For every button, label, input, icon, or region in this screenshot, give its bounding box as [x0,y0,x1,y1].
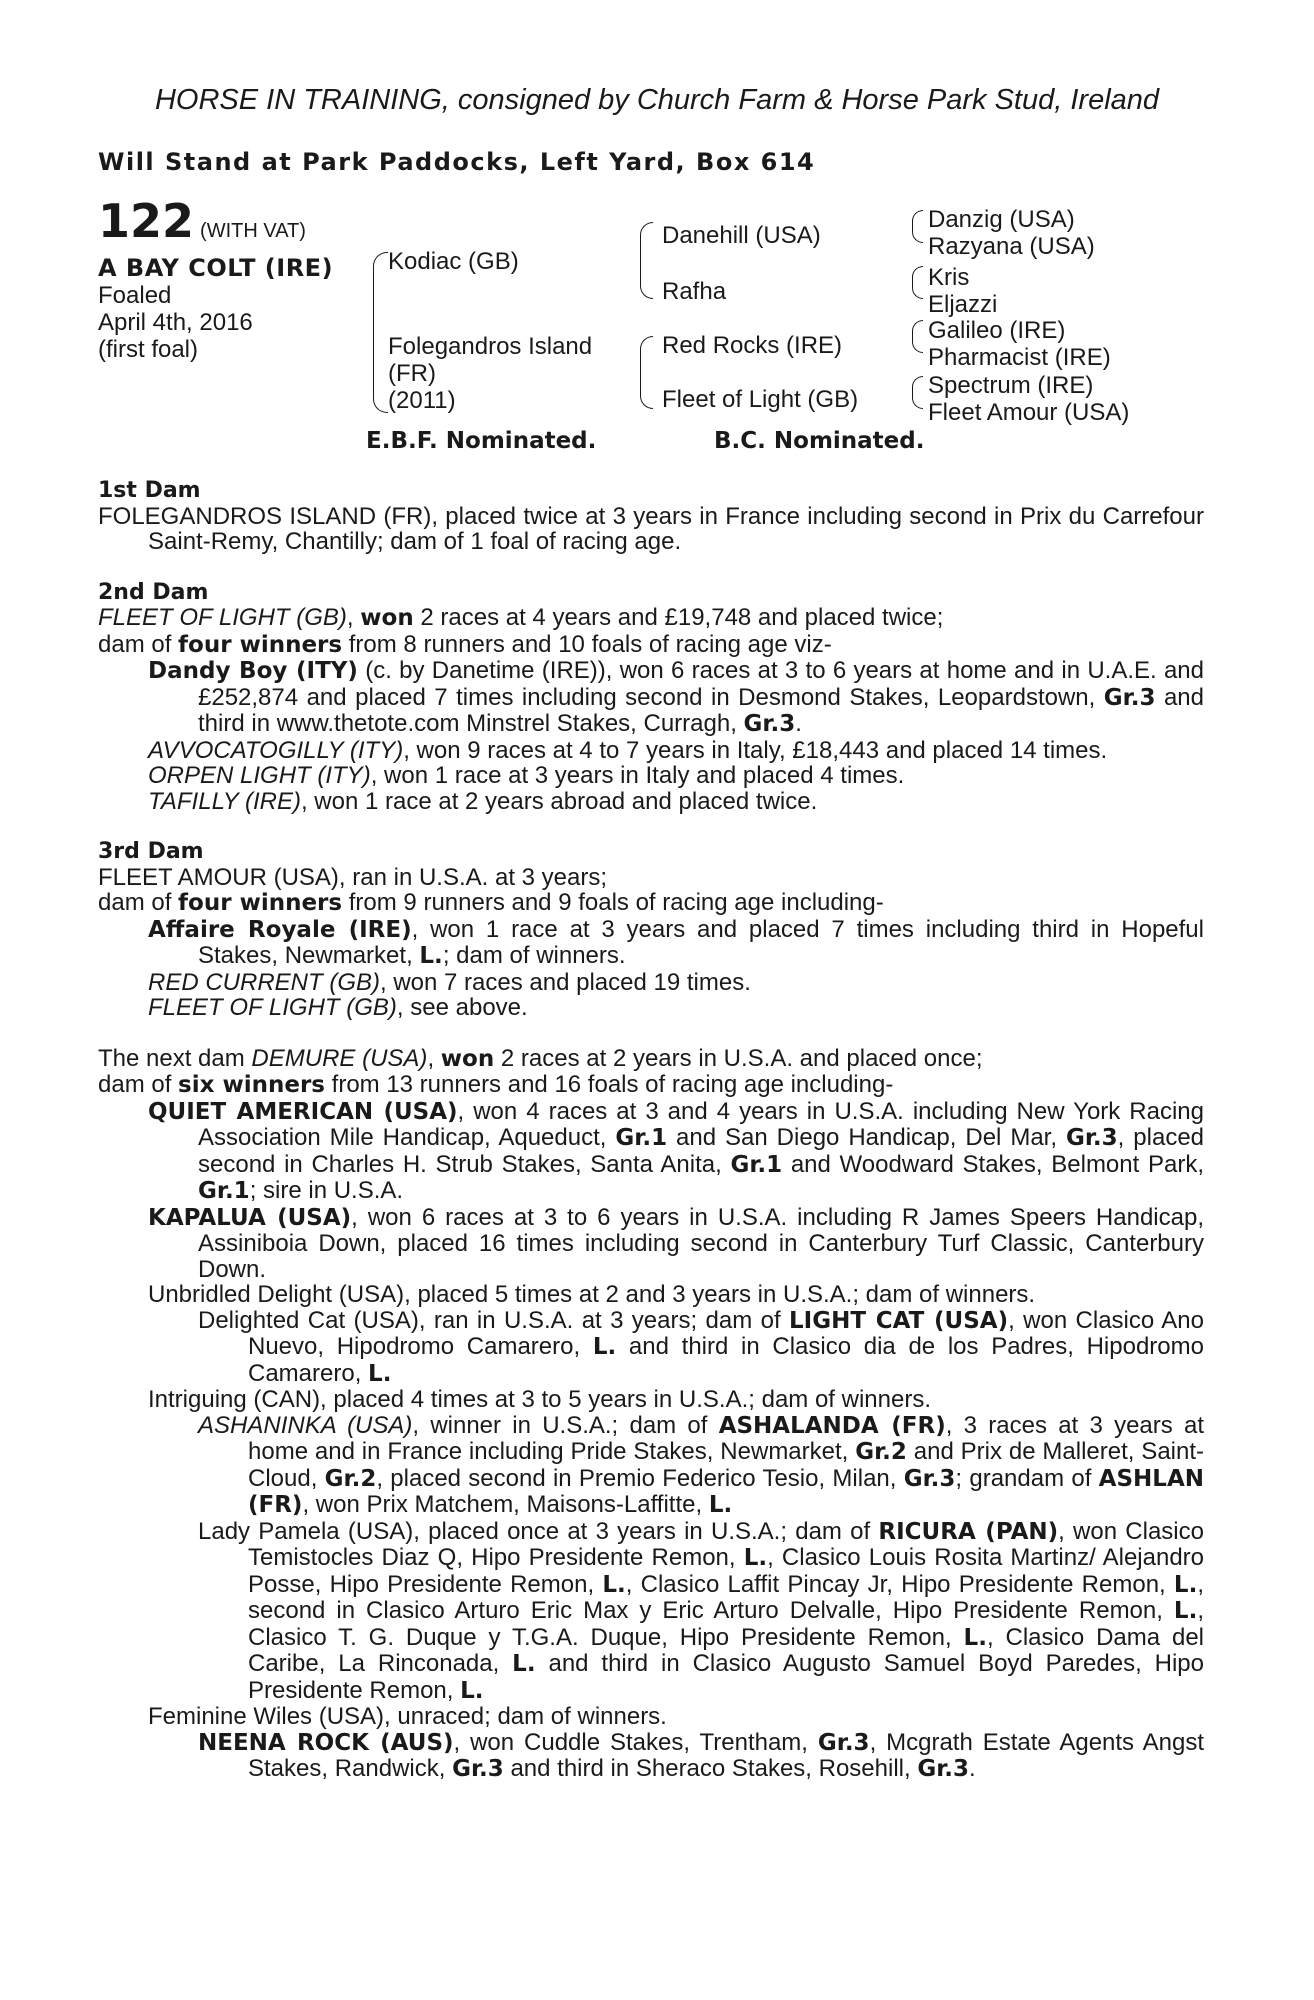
g3-brace-2-top [912,266,923,283]
dam-brace-bottom [373,332,388,413]
produce-entry: Lady Pamela (USA), placed once at 3 years in U.S.A.; dam of RICURA (PAN), won Clasico Temistocles Diaz Q, Hipo Presidente Remon, L., Clasico Louis Rosita Martinz/ Alejandro Posse, Hipo Presidente Remon, L., Clasico Laffit Pincay Jr, Hipo Presidente Remon, L., second in Clasico Arturo Eric Max y Eric Arturo Delvalle, Hipo Presidente Remon, L., Clasico T. G. Duque y T.G.A. Duque, Hipo Presidente Remon, L., Clasico Dama del Caribe, La Rinconada, L. and third in Clasico Augusto Samuel Boyd Paredes, Hipo Presidente Remon, L. [198,1517,1205,1704]
first-dam-heading: 1st Dam [98,478,201,503]
ebf-nominated: E.B.F. Nominated. [366,428,597,454]
g3-ancestor: Eljazzi [928,291,998,318]
g3-brace-3-bottom [912,336,923,353]
sire-dam: Rafha [662,278,727,305]
second-dam-line: FLEET OF LIGHT (GB), won 2 races at 4 years and £19,748 and placed twice; [98,604,944,631]
produce-entry: NEENA ROCK (AUS), won Cuddle Stakes, Trentham, Gr.3, Mcgrath Estate Agents Angst Stakes, Randwick, Gr.3 and third in Sheraco Stakes, Rosehill, Gr.3. [198,1728,1205,1782]
stand-location: Will Stand at Park Paddocks, Left Yard, Box 614 [98,148,816,176]
g3-brace-4-bottom [912,392,923,409]
next-dam-line: The next dam DEMURE (USA), won 2 races at 2 years in U.S.A. and placed once; [98,1044,983,1072]
g3-ancestor: Spectrum (IRE) [928,372,1094,399]
g3-brace-2-bottom [912,282,923,299]
g3-ancestor: Razyana (USA) [928,233,1095,260]
produce-entry: Delighted Cat (USA), ran in U.S.A. at 3 years; dam of LIGHT CAT (USA), won Clasico Ano Nuevo, Hipodromo Camarero, L. and third in Clasico dia de los Padres, Hipodromo Camarero, L. [198,1306,1204,1387]
dam-name-line1: Folegandros Island [388,333,593,360]
dam-year: (2011) [388,387,456,414]
produce-summary: dam of six winners from 13 runners and 16 foals of racing age including- [98,1071,894,1098]
produce-entry: Dandy Boy (ITY) (c. by Danetime (IRE)), won 6 races at 3 to 6 years at home and in U.A.E. and £252,874 and placed 7 times including second in Desmond Stakes, Leopardstown, Gr.3 and third in www.thetote.com Minstrel Stakes, Curragh, Gr.3. [148,657,1205,737]
vat-label: (WITH VAT) [200,220,306,242]
g3-ancestor: Danzig (USA) [928,206,1075,233]
produce-summary: dam of four winners from 9 runners and 9 foals of racing age including- [98,889,884,916]
produce-entry: Unbridled Delight (USA), placed 5 times at 2 and 3 years in U.S.A.; dam of winners. [148,1281,1036,1308]
produce-entry: ORPEN LIGHT (ITY), won 1 race at 3 years in Italy and placed 4 times. [148,762,905,789]
foaled-date: April 4th, 2016 [98,309,253,336]
produce-entry: RED CURRENT (GB), won 7 races and placed 19 times. [148,968,751,996]
page-title: HORSE IN TRAINING, consigned by Church Farm & Horse Park Stud, Ireland [154,84,1160,116]
sire-sire: Danehill (USA) [662,222,821,249]
produce-summary: dam of four winners from 8 runners and 10 foals of racing age viz- [98,630,832,658]
produce-entry: Intriguing (CAN), placed 4 times at 3 to 5 years in U.S.A.; dam of winners. [148,1386,931,1413]
first-dam-text: FOLEGANDROS ISLAND (FR), placed twice at 3 years in France including second in Prix du Carrefour Saint-Remy, Chantilly; dam of 1 foal of racing age. [98,502,1204,555]
g3-ancestor: Fleet Amour (USA) [928,399,1130,426]
dam-dam: Fleet of Light (GB) [662,386,859,413]
sire-line-brace-bottom [640,260,653,299]
dam-details [98,478,1204,1783]
lot-info [98,194,334,363]
sire-name: Kodiac (GB) [388,248,519,275]
produce-entry: FLEET OF LIGHT (GB), see above. [148,994,528,1021]
dam-name: FLEET OF LIGHT (GB) [98,604,347,631]
dam-name-line2: (FR) [388,360,436,387]
sire-line-brace-top [640,222,653,261]
third-dam-heading: 3rd Dam [98,839,204,864]
third-dam-line: FLEET AMOUR (USA), ran in U.S.A. at 3 years; [98,863,608,891]
produce-entry: ASHANINKA (USA), winner in U.S.A.; dam of ASHALANDA (FR), 3 races at 3 years at home and in France including Pride Stakes, Newmarket, Gr.2 and Prix de Malleret, Saint-Cloud, Gr.2, placed second in Premio Federico Tesio, Milan, Gr.3; grandam of ASHLAN (FR), won Prix Matchem, Maisons-Laffitte, L. [198,1411,1205,1518]
g3-ancestor: Galileo (IRE) [928,317,1066,344]
sire-brace-top [373,252,388,333]
lot-number: 122 [98,194,195,248]
produce-entry: TAFILLY (IRE), won 1 race at 2 years abroad and placed twice. [148,787,818,815]
g3-brace-1-bottom [912,226,923,243]
produce-entry: KAPALUA (USA), won 6 races at 3 to 6 years in U.S.A. including R James Speers Handicap, Assiniboia Down, placed 16 times including second in Canterbury Turf Classic, Canterbury Down. [148,1203,1204,1283]
produce-entry: Feminine Wiles (USA), unraced; dam of winners. [148,1703,667,1730]
g3-brace-1-top [912,210,923,227]
g3-brace-4-top [912,376,923,393]
dam-line-brace-bottom [640,372,653,409]
produce-entry: QUIET AMERICAN (USA), won 4 races at 3 and 4 years in U.S.A. including New York Racing Association Mile Handicap, Aqueduct, Gr.1 and San Diego Handicap, Del Mar, Gr.3, placed second in Charles H. Strub Stakes, Santa Anita, Gr.1 and Woodward Stakes, Belmont Park, Gr.1; sire in U.S.A. [148,1097,1205,1204]
dam-sire: Red Rocks (IRE) [662,332,843,359]
bc-nominated: B.C. Nominated. [714,428,925,454]
g3-brace-3-top [912,320,923,337]
foal-note: (first foal) [98,336,199,363]
g3-ancestor: Pharmacist (IRE) [928,344,1111,371]
foaled-label: Foaled [98,282,172,309]
g3-ancestor: Kris [928,264,970,291]
horse-name: A BAY COLT (IRE) [98,254,334,282]
produce-entry: Affaire Royale (IRE), won 1 race at 3 years and placed 7 times including third in Hopeful Stakes, Newmarket, L.; dam of winners. [148,915,1204,969]
dam-line-brace-top [640,336,653,373]
second-dam-heading: 2nd Dam [98,579,209,605]
produce-entry: AVVOCATOGILLY (ITY), won 9 races at 4 to 7 years in Italy, £18,443 and placed 14 times. [148,736,1108,764]
